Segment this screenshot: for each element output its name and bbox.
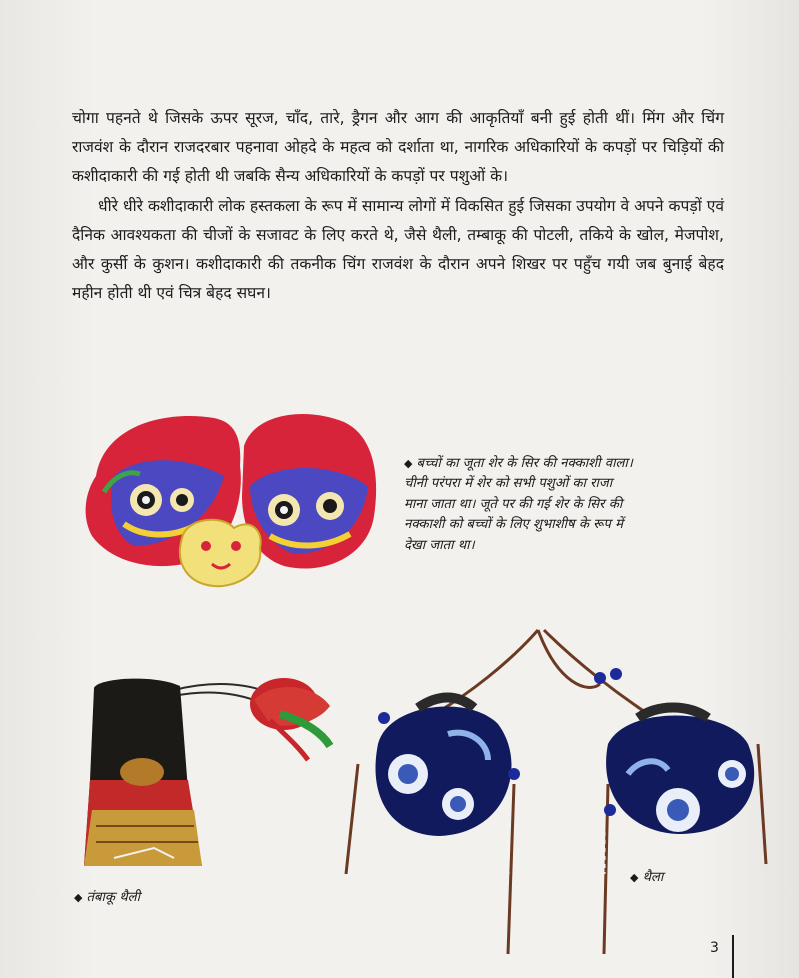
- paragraph-1: चोगा पहनते थे जिसके ऊपर सूरज, चाँद, तारे, ड्रैगन और आग की आकृतियाँ बनी हुई होती थीं। मिंग और चिंग राजवंश के दौरान राजदरबार पहनावा ओहदे के महत्व को दर्शाता था, नागरिक अधिकारियों के कपड़ों पर चिड़ियों की कशीदाकारी की गई होती थी जबकि सैन्य अधिकारियों के कपड़ों पर पशुओं के।: [72, 109, 724, 186]
- caption-tobacco-pouch: [74, 888, 140, 908]
- paragraph-2: धीरे धीरे कशीदाकारी लोक हस्तकला के रूप में सामान्य लोगों में विकसित हुई जिसका उपयोग वे अपने कपड़ों एवं दैनिक आवश्यकता की चीजों के सजावट के लिए करते थे, जैसे थैली, तम्बाकू की पोटली, तकिये के खोल, मेजपोश, और कुर्सी के कुशन। कशीदाकारी की तकनीक चिंग राजवंश के दौरान अपने शिखर पर पहुँच गयी जब बुनाई बेहद महीन होती थी एवं चित्र बेहद सघन।: [72, 196, 724, 303]
- tiger-shoes-photo: [74, 406, 390, 590]
- bullet-icon: ◆: [404, 457, 413, 470]
- bullet-icon: ◆: [74, 891, 83, 904]
- bullet-icon: ◆: [630, 871, 639, 884]
- caption-shoes-line-5: देखा जाता था।: [404, 537, 475, 553]
- page-number: 3: [710, 940, 719, 956]
- caption-shoes-line-2: चीनी परंपरा में शेर को सभी पशुओं का राजा: [404, 476, 613, 492]
- page-number-rule: [732, 935, 734, 978]
- caption-bag-text: थैला: [642, 870, 664, 885]
- caption-tiger-shoes: [404, 454, 734, 556]
- tobacco-pouch-photo: [84, 660, 334, 874]
- embroidered-bag-photo: [338, 624, 784, 964]
- body-text: [72, 104, 724, 308]
- caption-bag: [630, 868, 663, 888]
- caption-shoes-line-3: माना जाता था। जूते पर की गई शेर के सिर की: [404, 496, 623, 512]
- caption-shoes-line-1: बच्चों का जूता शेर के सिर की नक्काशी वाला।: [416, 456, 633, 471]
- caption-shoes-line-4: नक्काशी को बच्चों के लिए शुभाशीष के रूप में: [404, 517, 623, 533]
- caption-tobacco-text: तंबाकू थैली: [86, 890, 141, 905]
